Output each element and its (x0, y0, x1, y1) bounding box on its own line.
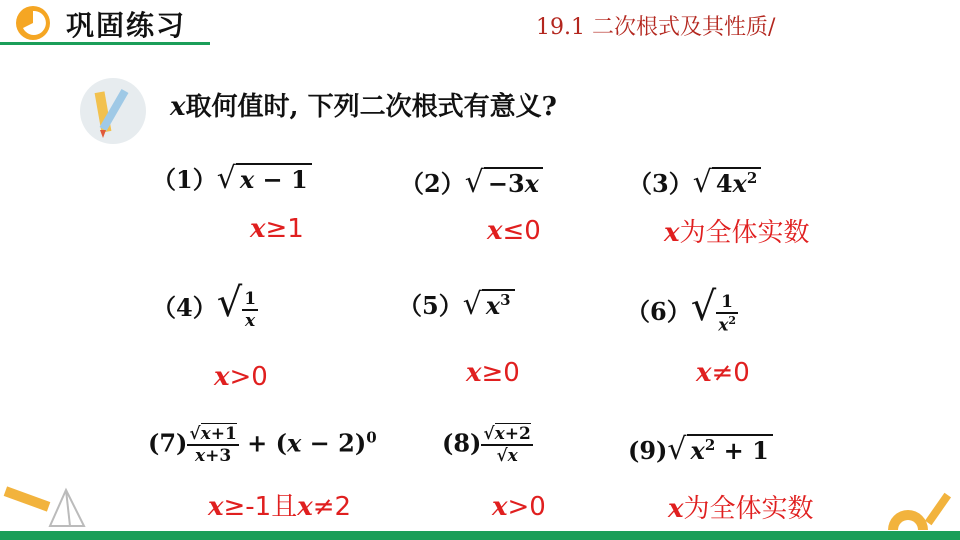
title-underline (0, 42, 210, 45)
exercise-6 (626, 284, 738, 335)
exercise-label: （4） (152, 293, 217, 322)
radicand: x − 1 (236, 163, 312, 194)
answer-7: x≥-1且x≠2 (208, 492, 352, 522)
ruler-pencil-icon (80, 78, 146, 144)
radical-sign: √ (667, 432, 687, 467)
exercise-label: (9) (628, 436, 668, 465)
answer-6: x≠0 (696, 358, 750, 388)
exercise-label: （6） (626, 297, 691, 326)
exercise-4 (152, 280, 258, 331)
answer-5: x≥0 (466, 358, 520, 388)
pie-icon (16, 6, 50, 40)
footer-bar (0, 531, 960, 540)
radicand: $x^2 + 1$ (687, 434, 773, 465)
exercise-2 (400, 164, 543, 200)
radical-sign: √ (464, 165, 484, 200)
answer-3: x为全体实数 (664, 218, 810, 248)
exercise-9 (628, 432, 773, 467)
fraction: $\frac{√x+2}{√x}$ (483, 424, 531, 466)
exercise-5 (398, 286, 515, 322)
protractor-pencil-icon (880, 486, 960, 532)
radical-sign: √ (692, 165, 712, 200)
exercise-7: (7) $\frac{√x+1}{x+3}$ + $(x - 2)^0$ (148, 424, 377, 466)
radicand: $4x^2$ (712, 167, 761, 198)
radical-sign: √ (462, 287, 482, 322)
answer-4: x>0 (214, 362, 268, 392)
question-text (170, 86, 557, 123)
page-title: 巩固练习 (66, 9, 187, 42)
section-title: 19.1 二次根式及其性质/ (536, 15, 776, 40)
radical-sign: √ (216, 161, 236, 196)
exercise-label: (7) (148, 428, 188, 458)
answer-8: x>0 (492, 492, 546, 522)
radical-sign: √ (216, 280, 243, 326)
answer-2: x≤0 (487, 216, 541, 246)
exercise-label: （2） (400, 169, 465, 198)
exercise-label: （3） (628, 169, 693, 198)
question-body: 取何值时, 下列二次根式有意义? (185, 92, 557, 122)
exercise-3 (628, 164, 761, 200)
exercise-8 (442, 424, 533, 466)
exercise-label: （5） (398, 291, 463, 320)
answer-1: x≥1 (250, 214, 304, 244)
ruler-pyramid-icon (0, 486, 100, 532)
exercise-label: （1） (152, 165, 217, 194)
exercise-label: (8) (442, 428, 482, 458)
fraction: $\frac{1}{x}$ (244, 288, 257, 331)
radicand: $x^3$ (482, 289, 515, 320)
radicand: −3x (484, 167, 543, 198)
radical-sign: √ (690, 284, 717, 330)
fraction: $\frac{√x+1}{x+3}$ (189, 424, 237, 466)
exercise-1 (152, 160, 312, 196)
answer-9: x为全体实数 (668, 494, 814, 524)
question-var: x (170, 92, 186, 122)
fraction: $\frac{1}{x^2}$ (718, 291, 736, 336)
